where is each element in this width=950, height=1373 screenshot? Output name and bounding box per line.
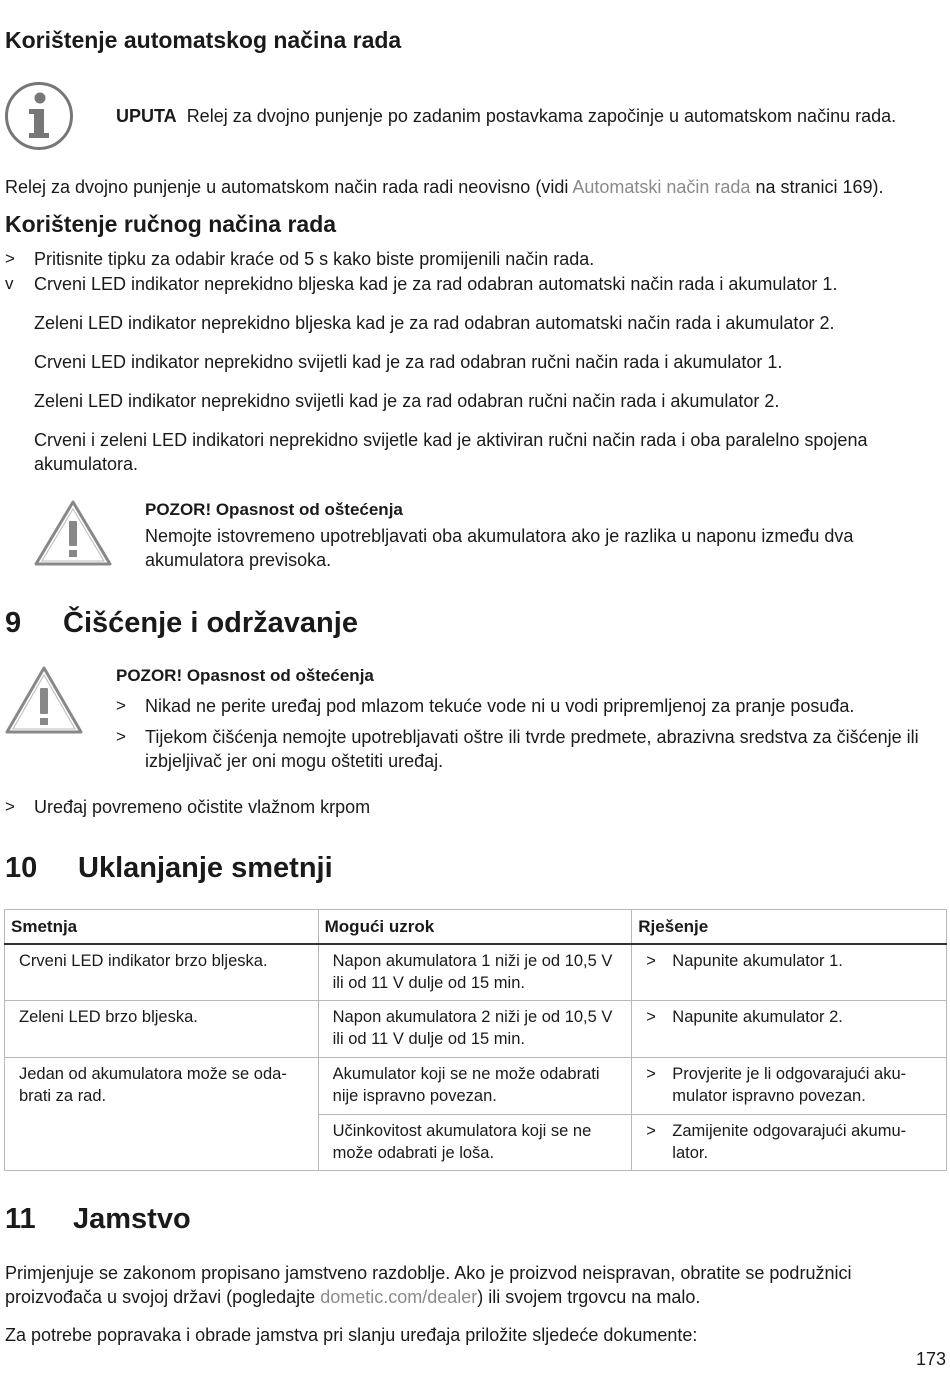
warning-item-text: Nikad ne perite uređaj pod mlazom tekuće vode ni u vodi pripremljenoj za pranje posuđa. — [145, 696, 855, 716]
manual-result-3: Crveni LED indikator neprekidno svijetli kad je za rad odabran ručni način rada i akumulator 1. — [34, 352, 783, 372]
column-header: Mogući uzrok — [318, 910, 632, 945]
paragraph-text-after: na stranici 169). — [750, 177, 884, 197]
warning-item — [116, 694, 941, 718]
remedy-text: Napunite akumulator 2. — [672, 1008, 843, 1026]
dealer-link[interactable]: dometic.com/dealer — [320, 1287, 478, 1307]
fault-cell: Jedan od akumulatora može se oda-brati za rad. — [5, 1058, 319, 1171]
remedy-cell — [632, 944, 947, 1001]
cause-cell: Učinkovitost akumulatora koji se ne može odabrati je loša. — [318, 1115, 632, 1171]
paragraph-text-after: ) ili svojem trgovcu na malo. — [477, 1287, 701, 1307]
result-chevron-icon: v — [5, 274, 14, 293]
section-9-heading — [5, 607, 358, 639]
warning-item — [116, 725, 941, 773]
warning-text: Nemojte istovremeno upotrebljavati oba akumulatora ako je razlika u naponu između dva akumulatora previsoka. — [145, 526, 854, 570]
paragraph-text-before: Primjenjuje se zakonom propisano jamstveno razdoblje. Ako je proizvod neispravan, obratite se podružnici proizvođača u svojoj državi (pogledajte — [5, 1263, 852, 1307]
section-number: 11 — [5, 1203, 36, 1235]
cause-cell: Napon akumulatora 1 niži je od 10,5 V ili od 11 V dulje od 15 min. — [318, 944, 632, 1001]
section-title: Jamstvo — [73, 1203, 191, 1235]
table-header-row — [5, 910, 947, 945]
table-row — [5, 944, 947, 1001]
manual-result-1 — [5, 272, 945, 296]
step-arrow-icon: > — [646, 1065, 656, 1083]
table-row — [5, 1001, 947, 1058]
note-text — [116, 104, 946, 128]
cleaning-step — [5, 795, 905, 819]
manual-step — [5, 247, 945, 271]
table-row — [5, 1058, 947, 1115]
step-arrow-icon: > — [646, 1122, 656, 1140]
remedy-text: Napunite akumulator 1. — [672, 952, 843, 970]
warning-title: POZOR! Opasnost od oštećenja — [145, 500, 403, 519]
section-11-heading — [5, 1203, 191, 1235]
warning-item-text: Tijekom čišćenja nemojte upotrebljavati oštre ili tvrde predmete, abrazivna sredstva za čišćenje ili izbjeljivač jer oni mogu oštetiti uređaj. — [145, 727, 919, 771]
step-arrow-icon: > — [646, 1008, 656, 1026]
step-arrow-icon: > — [5, 797, 15, 816]
auto-mode-paragraph — [5, 175, 945, 199]
note-label: UPUTA — [116, 106, 177, 126]
section-title: Čišćenje i održavanje — [63, 607, 358, 639]
note-body: Relej za dvojno punjenje po zadanim postavkama započinje u automatskom načinu rada. — [186, 106, 897, 126]
remedy-cell — [632, 1058, 947, 1115]
remedy-text: Zamijenite odgovarajući akumu-lator. — [672, 1122, 907, 1162]
cross-reference-link[interactable]: Automatski način rada — [572, 177, 751, 197]
section-number: 9 — [5, 607, 22, 639]
info-icon — [4, 81, 74, 151]
step-arrow-icon: > — [5, 249, 15, 268]
remedy-cell — [632, 1115, 947, 1171]
remedy-cell — [632, 1001, 947, 1058]
manual-result-5: Crveni i zeleni LED indikatori neprekidno svijetle kad je aktiviran ručni način rada i oba paralelno spojena akumulatora. — [34, 430, 868, 474]
step-text: Pritisnite tipku za odabir kraće od 5 s kako biste promijenili način rada. — [34, 249, 595, 269]
column-header: Rješenje — [632, 910, 947, 945]
step-text: Uređaj povremeno očistite vlažnom krpom — [34, 797, 371, 817]
cause-cell: Akumulator koji se ne može odabrati nije ispravno povezan. — [318, 1058, 632, 1115]
remedy-text: Provjerite je li odgovarajući aku-mulator ispravno povezan. — [672, 1065, 907, 1105]
warranty-paragraph — [5, 1261, 925, 1309]
manual-result-2: Zeleni LED indikator neprekidno bljeska kad je za rad odabran automatski način rada i akumulator 2. — [34, 313, 835, 333]
fault-cell: Zeleni LED brzo bljeska. — [5, 1001, 319, 1058]
warning-triangle-icon — [3, 664, 85, 736]
warning-title: POZOR! Opasnost od oštećenja — [116, 666, 374, 685]
section-title: Uklanjanje smetnji — [78, 852, 333, 884]
result-text: Crveni LED indikator neprekidno bljeska kad je za rad odabran automatski način rada i akumulator 1. — [34, 274, 838, 294]
column-header: Smetnja — [5, 910, 319, 945]
warning-triangle-icon — [32, 498, 114, 568]
manual-result-4: Zeleni LED indikator neprekidno svijetli kad je za rad odabran ručni način rada i akumulator 2. — [34, 391, 780, 411]
paragraph-text-before: Relej za dvojno punjenje u automatskom način rada radi neovisno (vidi — [5, 177, 573, 197]
troubleshooting-table — [4, 909, 947, 1171]
step-arrow-icon: > — [646, 952, 656, 970]
page-number: 173 — [915, 1349, 946, 1369]
section-10-heading — [5, 852, 333, 884]
warranty-documents-paragraph: Za potrebe popravaka i obrade jamstva pri slanju uređaja priložite sljedeće dokumente: — [5, 1325, 698, 1345]
step-arrow-icon: > — [116, 727, 126, 746]
step-arrow-icon: > — [116, 696, 126, 715]
fault-cell: Crveni LED indikator brzo bljeska. — [5, 944, 319, 1001]
section-number: 10 — [5, 852, 38, 884]
auto-mode-heading: Korištenje automatskog načina rada — [5, 27, 402, 53]
manual-mode-heading: Korištenje ručnog načina rada — [5, 211, 337, 237]
cause-cell: Napon akumulatora 2 niži je od 10,5 V ili od 11 V dulje od 15 min. — [318, 1001, 632, 1058]
